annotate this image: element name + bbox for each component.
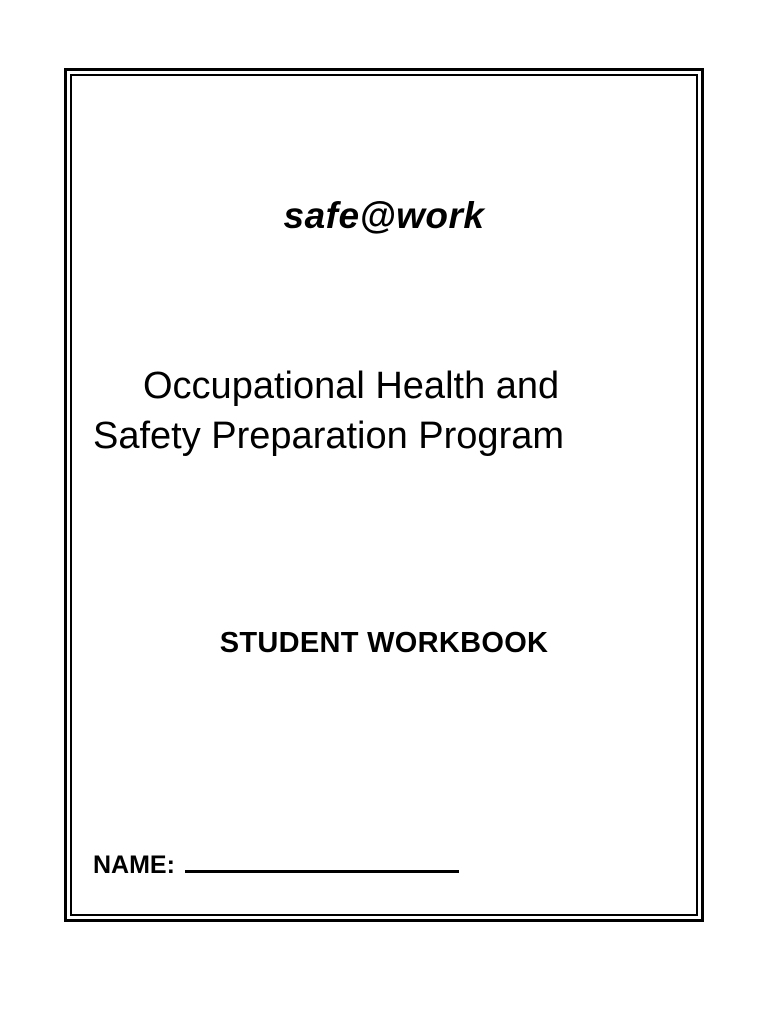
name-label: NAME: (93, 851, 175, 879)
document-title (93, 361, 691, 461)
document-subtitle: STUDENT WORKBOOK (219, 627, 549, 659)
cover-outer-border (64, 68, 704, 922)
title-line-2: Safety Preparation Program (93, 415, 565, 457)
name-blank-line[interactable] (185, 842, 459, 873)
name-field-row (93, 842, 459, 880)
title-line-1: Occupational Health and (143, 365, 560, 407)
brand-name: safe@work (283, 195, 485, 236)
